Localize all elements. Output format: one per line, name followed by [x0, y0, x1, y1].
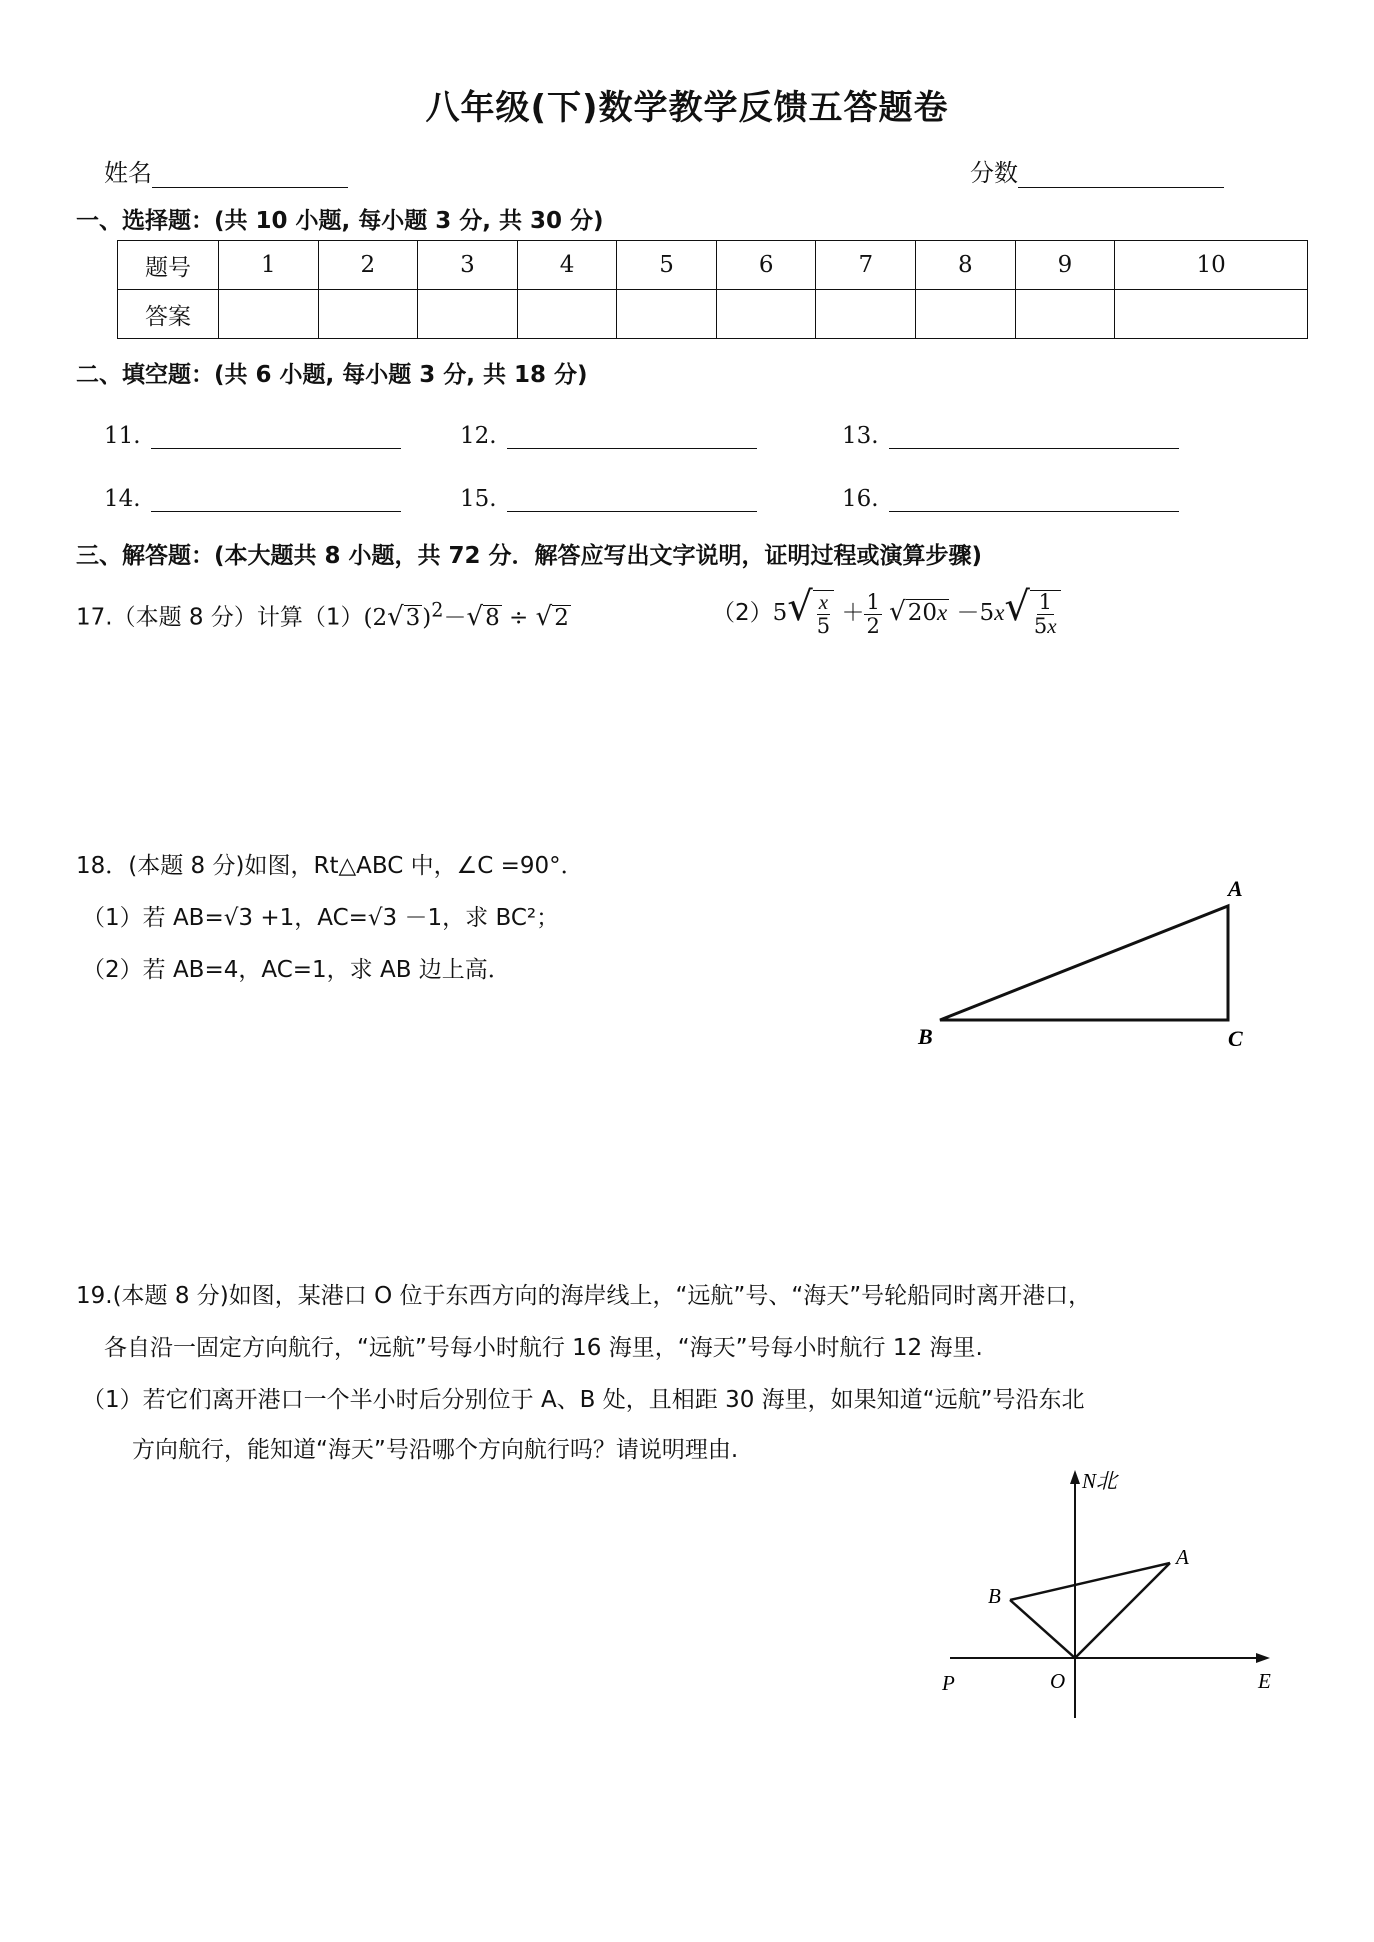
answer-cell[interactable] — [1115, 290, 1308, 339]
table-header-number: 题号 — [118, 241, 219, 290]
fill-number: 11. — [104, 423, 141, 449]
score-field — [970, 153, 1224, 188]
fill-item-16 — [842, 483, 1179, 512]
fill-blank[interactable] — [151, 483, 401, 512]
question-17-part1 — [76, 598, 571, 633]
q17-expr2: 5√ $\frac{x}{5}$ ＋ $\frac{1}{2}$ √20x －5x√ $\frac{1}{5x}$ — [773, 600, 1061, 626]
question-number: 7 — [816, 241, 916, 290]
page-title: 八年级(下)数学教学反馈五答题卷 — [425, 88, 949, 128]
fill-blank[interactable] — [507, 420, 757, 449]
question-19-part1-2: 方向航行，能知道“海天”号沿哪个方向航行吗？请说明理由. — [132, 1437, 739, 1463]
answer-cell[interactable] — [617, 290, 717, 339]
question-number: 6 — [716, 241, 816, 290]
question-number: 5 — [617, 241, 717, 290]
answer-cell[interactable] — [716, 290, 816, 339]
vertex-c-label: C — [1228, 1026, 1243, 1051]
point-a-label: A — [1176, 1545, 1189, 1569]
q17-expr1: $(2√3)^2-√8 \div √2$ — [363, 598, 569, 632]
point-p-label: P — [942, 1671, 955, 1695]
score-blank[interactable] — [1018, 159, 1224, 188]
fill-item-14 — [104, 483, 401, 512]
name-field — [104, 153, 348, 188]
question-number: 1 — [219, 241, 319, 290]
vertex-b-label: B — [918, 1024, 933, 1049]
question-number: 8 — [916, 241, 1016, 290]
question-17-part2 — [712, 583, 1061, 637]
compass-figure — [930, 1460, 1290, 1740]
answer-cell[interactable] — [318, 290, 418, 339]
question-18-part2: （2）若 AB=4，AC=1，求 AB 边上高． — [82, 957, 511, 983]
fill-item-12 — [460, 420, 757, 449]
name-label: 姓名 — [104, 159, 152, 187]
question-19-part1-1: （1）若它们离开港口一个半小时后分别位于 A、B 处，且相距 30 海里，如果知道“远航”号沿东北 — [82, 1387, 1085, 1413]
fill-item-13 — [842, 420, 1179, 449]
answer-cell[interactable] — [916, 290, 1016, 339]
answer-cell[interactable] — [1015, 290, 1115, 339]
triangle-abc-figure — [910, 870, 1250, 1060]
north-arrow — [1070, 1470, 1080, 1484]
fill-number: 13. — [842, 423, 879, 449]
fill-number: 15. — [460, 486, 497, 512]
fill-number: 16. — [842, 486, 879, 512]
question-19-stem-1: 19.(本题 8 分)如图，某港口 O 位于东西方向的海岸线上，“远航”号、“海天”号轮船同时离开港口， — [76, 1283, 1092, 1309]
section1-heading: 一、选择题：(共 10 小题, 每小题 3 分, 共 30 分) — [76, 208, 604, 234]
question-18-part1: （1）若 AB=√3 +1，AC=√3 －1，求 BC²； — [82, 905, 560, 931]
point-b-label: B — [988, 1584, 1001, 1608]
fill-blank[interactable] — [889, 483, 1179, 512]
question-number: 4 — [517, 241, 617, 290]
answer-cell[interactable] — [517, 290, 617, 339]
answer-table-answer-row — [118, 290, 1308, 339]
point-e-label: E — [1258, 1669, 1271, 1693]
segment-ab — [1010, 1563, 1170, 1600]
question-number: 3 — [418, 241, 518, 290]
fill-blank[interactable] — [151, 420, 401, 449]
score-label: 分数 — [970, 159, 1018, 187]
origin-o-label: O — [1050, 1669, 1066, 1693]
segment-ob — [1010, 1600, 1075, 1658]
vertex-a-label: A — [1228, 876, 1243, 901]
q17-part2-label: （2） — [712, 600, 773, 626]
table-header-answer: 答案 — [118, 290, 219, 339]
question-number: 9 — [1015, 241, 1115, 290]
fill-number: 14. — [104, 486, 141, 512]
north-label: N北 — [1082, 1469, 1118, 1493]
answer-cell[interactable] — [219, 290, 319, 339]
fill-blank[interactable] — [889, 420, 1179, 449]
question-19-stem-2: 各自沿一固定方向航行，“远航”号每小时航行 16 海里，“海天”号每小时航行 12 海里. — [104, 1335, 983, 1361]
answer-cell[interactable] — [418, 290, 518, 339]
fill-item-15 — [460, 483, 757, 512]
question-number: 2 — [318, 241, 418, 290]
section2-heading: 二、填空题：(共 6 小题, 每小题 3 分, 共 18 分) — [76, 362, 588, 388]
east-arrow — [1256, 1653, 1270, 1663]
answer-table — [117, 240, 1308, 339]
triangle-abc — [940, 906, 1228, 1020]
name-blank[interactable] — [152, 159, 348, 188]
segment-oa — [1075, 1563, 1170, 1658]
fill-blank[interactable] — [507, 483, 757, 512]
answer-cell[interactable] — [816, 290, 916, 339]
question-number: 10 — [1115, 241, 1308, 290]
q17-prefix: 17.（本题 8 分）计算（1） — [76, 604, 364, 631]
section3-heading: 三、解答题：(本大题共 8 小题，共 72 分．解答应写出文字说明，证明过程或演算步骤) — [76, 543, 983, 569]
answer-table-number-row — [118, 241, 1308, 290]
fill-number: 12. — [460, 423, 497, 449]
fill-item-11 — [104, 420, 401, 449]
question-18-stem: 18．(本题 8 分)如图，Rt△ABC 中，∠C =90°． — [76, 853, 584, 879]
